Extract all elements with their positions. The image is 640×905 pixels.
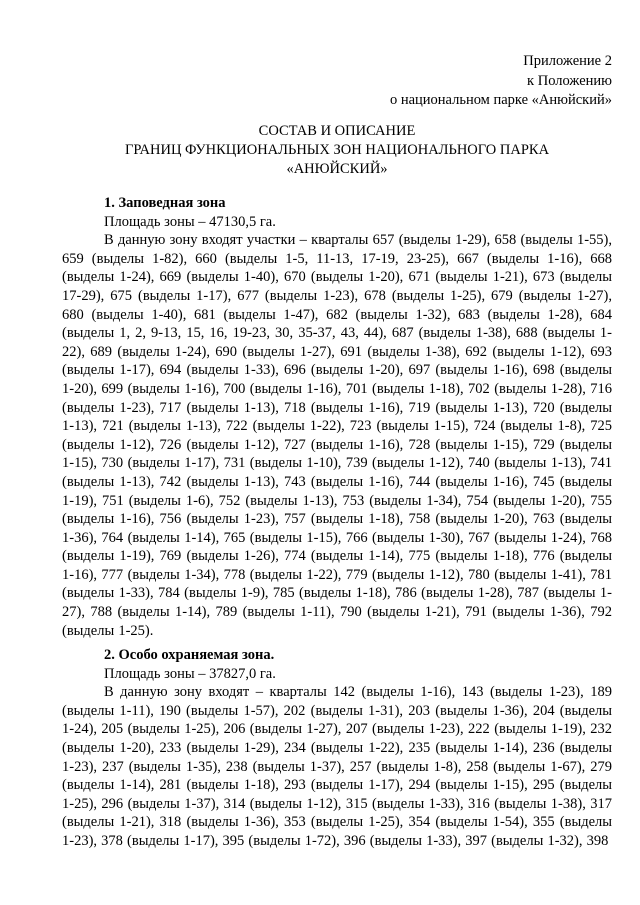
title-line-2: ГРАНИЦ ФУНКЦИОНАЛЬНЫХ ЗОН НАЦИОНАЛЬНОГО ПАРКА <box>124 142 550 158</box>
appendix-reference <box>390 52 612 111</box>
zone-description: В данную зону входят – кварталы 142 (выделы 1-16), 143 (выделы 1-23), 189 (выделы 1-11), 190 (выделы 1-57), 202 (выделы 1-31), 203 (выделы 1-36), 204 (выделы 1-24), 205 (выделы 1-25), 206 (выделы 1-27), 207 (выделы 1-23), 222 (выделы 1-19), 232 (выделы 1-20), 233 (выделы 1-29), 234 (выделы 1-22), 235 (выделы 1-14), 236 (выделы 1-23), 237 (выделы 1-35), 238 (выделы 1-37), 257 (выделы 1-8), 258 (выделы 1-67), 279 (выделы 1-14), 281 (выделы 1-18), 293 (выделы 1-17), 294 (выделы 1-15), 295 (выделы 1-25), 296 (выделы 1-37), 314 (выделы 1-12), 315 (выделы 1-33), 316 (выделы 1-38), 317 (выделы 1-21), 318 (выделы 1-36), 353 (выделы 1-25), 354 (выделы 1-54), 355 (выделы 1-23), 378 (выделы 1-17), 395 (выделы 1-72), 396 (выделы 1-33), 397 (выделы 1-32), 398 <box>62 684 612 849</box>
title-line-3: «АНЮЙСКИЙ» <box>286 161 388 177</box>
appendix-line-1: Приложение 2 <box>523 53 612 69</box>
appendix-line-2: к Положению <box>527 72 612 89</box>
appendix-line-3: о национальном парке «Анюйский» <box>389 92 612 108</box>
zone-area: Площадь зоны – 47130,5 га. <box>104 213 276 230</box>
section-heading: 2. Особо охраняемая зона. <box>104 647 275 663</box>
zone-description: В данную зону входят участки – кварталы 657 (выделы 1-29), 658 (выделы 1-55), 659 (выделы 1-82), 660 (выделы 1-5, 11-13, 17-19, 23-25), 667 (выделы 1-16), 668 (выделы 1-24), 669 (выделы 1-40), 670 (выделы 1-20), 671 (выделы 1-21), 673 (выделы 17-29), 675 (выделы 1-17), 677 (выделы 1-23), 678 (выделы 1-25), 679 (выделы 1-27), 680 (выделы 1-40), 681 (выделы 1-47), 682 (выделы 1-32), 683 (выделы 1-28), 684 (выделы 1, 2, 9-13, 15, 16, 19-23, 30, 35-37, 43, 44), 687 (выделы 1-38), 688 (выделы 1-22), 689 (выделы 1-24), 690 (выделы 1-27), 691 (выделы 1-38), 692 (выделы 1-12), 693 (выделы 1-17), 694 (выделы 1-33), 696 (выделы 1-20), 697 (выделы 1-16), 698 (выделы 1-20), 699 (выделы 1-16), 700 (выделы 1-16), 701 (выделы 1-18), 702 (выделы 1-28), 716 (выделы 1-23), 717 (выделы 1-13), 718 (выделы 1-16), 719 (выделы 1-13), 720 (выделы 1-13), 721 (выделы 1-13), 722 (выделы 1-22), 723 (выделы 1-15), 724 (выделы 1-8), 725 (выделы 1-12), 726 (выделы 1-12), 727 (выделы 1-16), 728 (выделы 1-15), 729 (выделы 1-15), 730 (выделы 1-17), 731 (выделы 1-10), 739 (выделы 1-12), 740 (выделы 1-13), 741 (выделы 1-13), 742 (выделы 1-13), 743 (выделы 1-16), 744 (выделы 1-16), 745 (выделы 1-19), 751 (выделы 1-6), 752 (выделы 1-13), 753 (выделы 1-34), 754 (выделы 1-20), 755 (выделы 1-16), 756 (выделы 1-23), 757 (выделы 1-18), 758 (выделы 1-20), 763 (выделы 1-36), 764 (выделы 1-14), 765 (выделы 1-15), 766 (выделы 1-30), 767 (выделы 1-24), 768 (выделы 1-19), 769 (выделы 1-26), 774 (выделы 1-14), 775 (выделы 1-18), 776 (выделы 1-16), 777 (выделы 1-34), 778 (выделы 1-22), 779 (выделы 1-12), 780 (выделы 1-41), 781 (выделы 1-33), 784 (выделы 1-9), 785 (выделы 1-18), 786 (выделы 1-28), 787 (выделы 1-27), 788 (выделы 1-14), 789 (выделы 1-11), 790 (выделы 1-21), 791 (выделы 1-36), 792 (выделы 1-25). <box>62 232 612 639</box>
section-protected-zone <box>62 646 612 851</box>
document-title <box>62 122 612 179</box>
title-line-1: СОСТАВ И ОПИСАНИЕ <box>258 123 416 139</box>
section-heading: 1. Заповедная зона <box>104 195 226 211</box>
section-reserve-zone <box>62 194 612 640</box>
zone-area: Площадь зоны – 37827,0 га. <box>104 665 276 682</box>
